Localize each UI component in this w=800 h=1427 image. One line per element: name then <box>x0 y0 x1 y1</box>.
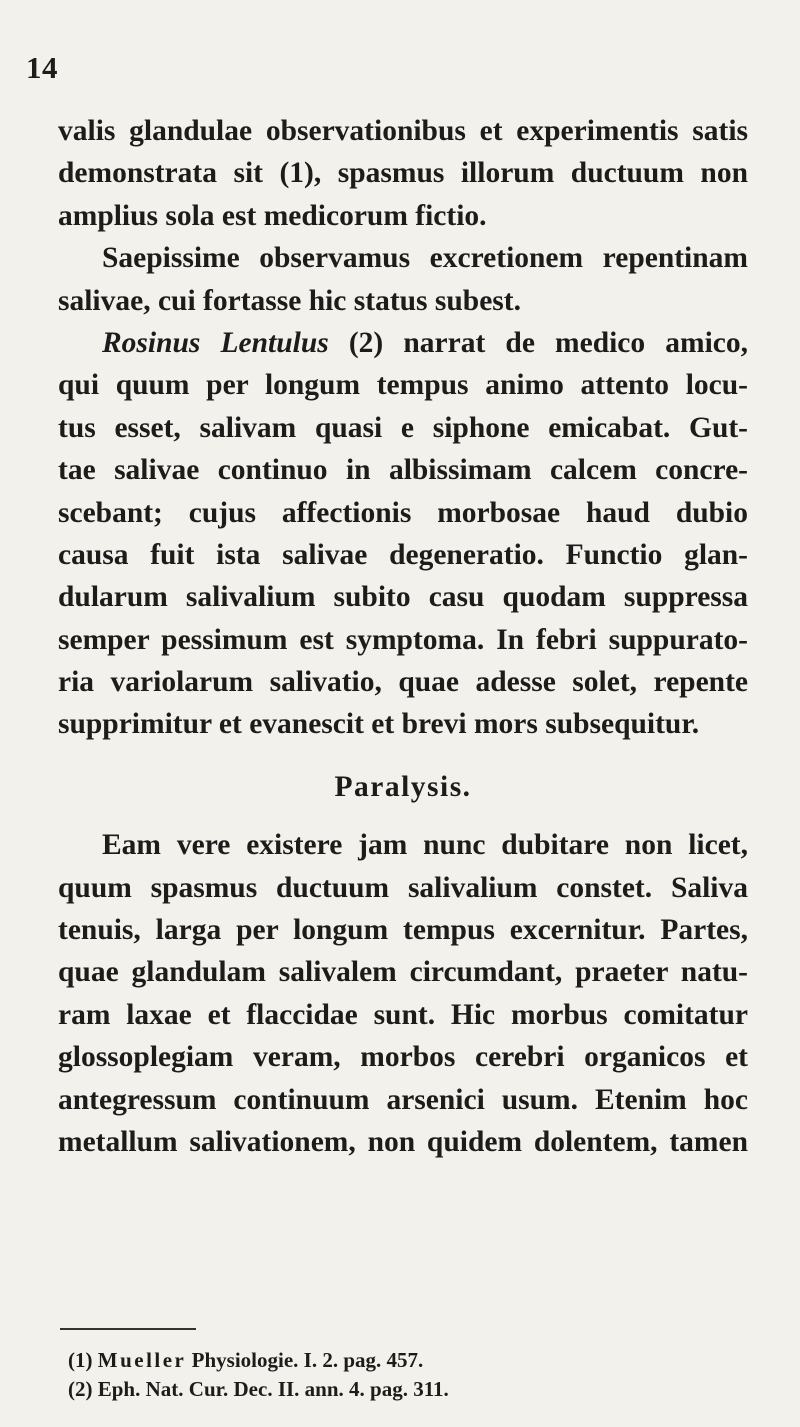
text-line: Saepissime observamus excretionem repentinam <box>102 242 748 275</box>
text-fragment: (2) narrat de medico amico, <box>328 326 748 359</box>
footnote-marker: (1) <box>68 1348 93 1372</box>
footnote <box>68 1346 449 1375</box>
text-line: valis glandulae observationibus et experimentis satis <box>58 115 748 147</box>
text-line: semper pessimum est symptoma. In febri suppurato- <box>58 623 748 656</box>
text-line: ria variolarum salivatio, quae adesse solet, repente <box>58 666 748 699</box>
footnote-author: Mueller <box>97 1348 187 1372</box>
text-line: salivae, cui fortasse hic status subest. <box>58 284 521 317</box>
cited-author-name: Rosinus Lentulus <box>102 326 329 359</box>
footnotes <box>68 1346 449 1404</box>
footnote-text: Physiologie. I. 2. pag. 457. <box>186 1348 424 1372</box>
text-line <box>58 322 748 364</box>
text-line: dularum salivalium subito casu quodam suppressa <box>58 581 748 614</box>
body-text <box>58 110 748 1163</box>
text-line: ram laxae et flaccidae sunt. Hic morbus comitatur <box>58 998 748 1031</box>
text-line: causa fuit ista salivae degeneratio. Functio glan- <box>58 538 748 571</box>
text-line: glossoplegiam veram, morbos cerebri organicos et <box>58 1041 748 1074</box>
text-line: demonstrata sit (1), spasmus illorum ductuum non <box>58 157 748 190</box>
text-line: tae salivae continuo in albissimam calcem concre- <box>58 454 748 487</box>
text-line: amplius sola est medicorum fictio. <box>58 199 487 232</box>
text-line: tus esset, salivam quasi e siphone emicabat. Gut- <box>58 411 748 444</box>
text-line: scebant; cujus affectionis morbosae haud dubio <box>58 496 748 529</box>
text-line: tenuis, larga per longum tempus excernitur. Partes, <box>58 914 748 947</box>
footnote-divider <box>60 1328 196 1330</box>
text-line: quae glandulam salivalem circumdant, praeter natu- <box>58 956 748 989</box>
text-line: qui quum per longum tempus animo attento locu- <box>58 369 748 402</box>
text-line: metallum salivationem, non quidem dolentem, tamen <box>58 1125 748 1158</box>
text-line: supprimitur et evanescit et brevi mors subsequitur. <box>58 708 700 741</box>
text-line: antegressum continuum arsenici usum. Etenim hoc <box>58 1083 748 1116</box>
footnote-text: Eph. Nat. Cur. Dec. II. ann. 4. pag. 311. <box>97 1377 449 1401</box>
footnote-marker: (2) <box>68 1377 93 1401</box>
page-number: 14 <box>26 50 58 85</box>
footnote <box>68 1375 449 1404</box>
text-line: quum spasmus ductuum salivalium constet. Saliva <box>58 871 748 904</box>
section-heading: Paralysis. <box>334 770 472 803</box>
text-line: Eam vere existere jam nunc dubitare non licet, <box>102 829 748 862</box>
